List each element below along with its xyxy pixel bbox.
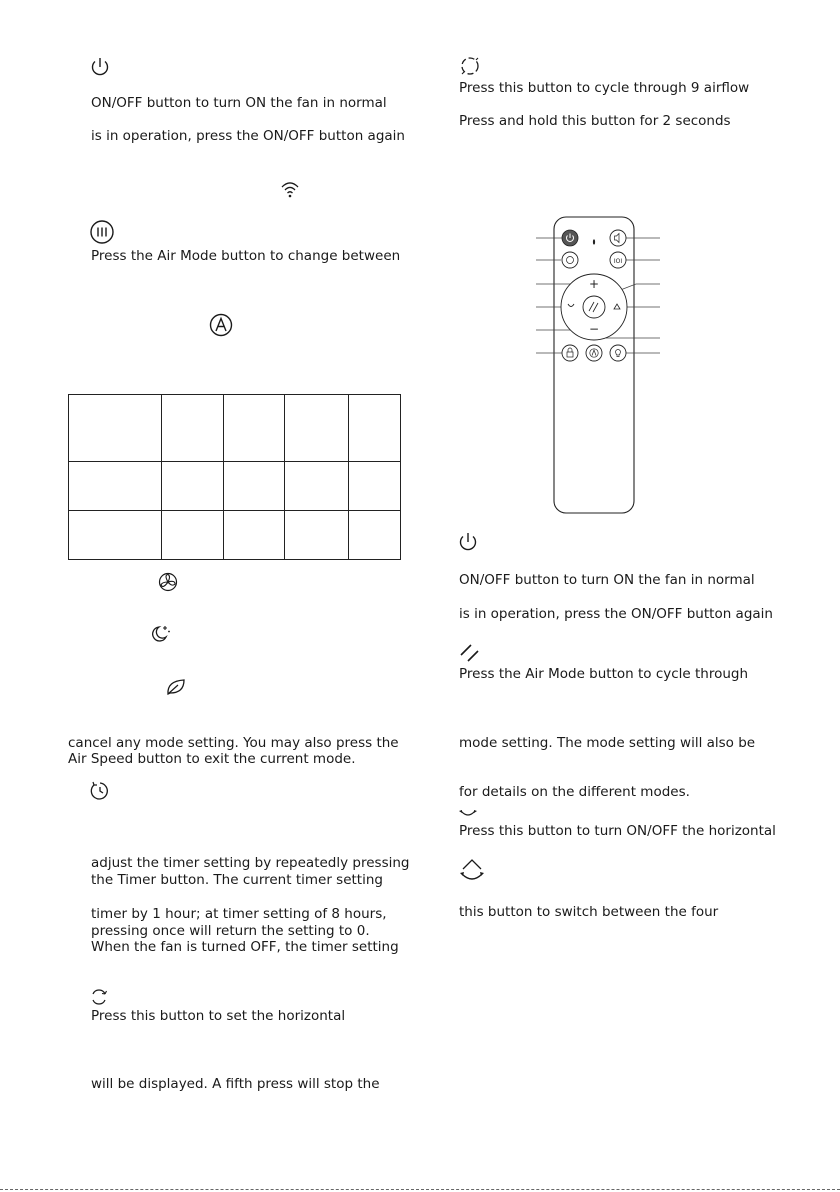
remote-lock-button [562, 345, 578, 361]
power-icon [457, 531, 479, 553]
table-cell [162, 462, 224, 511]
table-cell [69, 462, 162, 511]
table-cell [349, 395, 401, 462]
fan-icon [158, 572, 178, 592]
remote-volume-button [610, 230, 626, 246]
remote-minus-label: − [588, 322, 600, 336]
table-cell [69, 395, 162, 462]
sleep-moon-icon [150, 624, 172, 644]
table-row [69, 511, 401, 560]
power-line1: ON/OFF button to turn ON the fan in normal [459, 572, 755, 588]
mode-cancel-line2: Air Speed button to exit the current mode. [68, 751, 356, 767]
table-cell [285, 462, 349, 511]
horizontal-swing-icon [458, 808, 478, 820]
timer-line5: When the fan is turned OFF, the timer setting [91, 939, 399, 955]
horizontal-set-text: Press this button to set the horizontal [91, 1008, 346, 1024]
air-mode-intro: Press the Air Mode button to change between [91, 248, 401, 264]
table-cell [162, 395, 224, 462]
details-text: for details on the different modes. [459, 784, 690, 800]
table-cell [162, 511, 224, 560]
mode-table [68, 394, 401, 560]
air-mode-icon [89, 219, 115, 245]
timer-line3: timer by 1 hour; at timer setting of 8 hours, [91, 906, 387, 922]
table-cell [349, 462, 401, 511]
table-cell [285, 395, 349, 462]
remote-plus-label: + [588, 277, 600, 291]
mode-setting-text: mode setting. The mode setting will also be [459, 735, 756, 751]
press-hold-text: Press and hold this button for 2 seconds [459, 113, 731, 129]
timer-line4: pressing once will return the setting to 0. [91, 923, 370, 939]
mode-cancel-line1: cancel any mode setting. You may also press the [68, 735, 399, 751]
air-mode-slash-icon [459, 643, 481, 663]
timer-icon [89, 780, 111, 802]
remote-timer-button [562, 252, 578, 268]
vertical-swing-icon [458, 857, 486, 885]
power-icon [89, 56, 111, 78]
airflow-cycle-text: Press this button to cycle through 9 airflow [459, 80, 750, 96]
page-bottom-border [0, 1189, 840, 1190]
timer-line1: adjust the timer setting by repeatedly pressing [91, 855, 410, 871]
table-cell [69, 511, 162, 560]
table-cell [285, 511, 349, 560]
table-cell [349, 511, 401, 560]
svg-text:IOI: IOI [613, 258, 623, 265]
auto-mode-icon [209, 313, 233, 337]
rotate-icon [89, 988, 109, 1006]
table-row [69, 462, 401, 511]
power-line2: is in operation, press the ON/OFF button again [459, 606, 773, 622]
remote-control-diagram [536, 216, 662, 516]
table-cell [224, 511, 285, 560]
remote-light-button [610, 345, 626, 361]
air-mode-cycle-text: Press the Air Mode button to cycle through [459, 666, 749, 682]
table-cell [224, 395, 285, 462]
remote-auto-button [586, 345, 602, 361]
horizontal-toggle-text: Press this button to turn ON/OFF the horizontal [459, 823, 776, 839]
table-cell [224, 462, 285, 511]
table-row [69, 395, 401, 462]
remote-mode-button [583, 296, 605, 318]
power-intro-line2: is in operation, press the ON/OFF button again [91, 128, 405, 144]
airflow-dashed-circle-icon [459, 55, 481, 77]
switch-four-text: this button to switch between the four [459, 904, 719, 920]
power-intro-line1: ON/OFF button to turn ON the fan in normal [91, 95, 387, 111]
leaf-icon [165, 677, 187, 697]
wifi-icon [280, 180, 300, 198]
fifth-press-text: will be displayed. A fifth press will stop the [91, 1076, 380, 1092]
timer-line2: the Timer button. The current timer setting [91, 872, 383, 888]
